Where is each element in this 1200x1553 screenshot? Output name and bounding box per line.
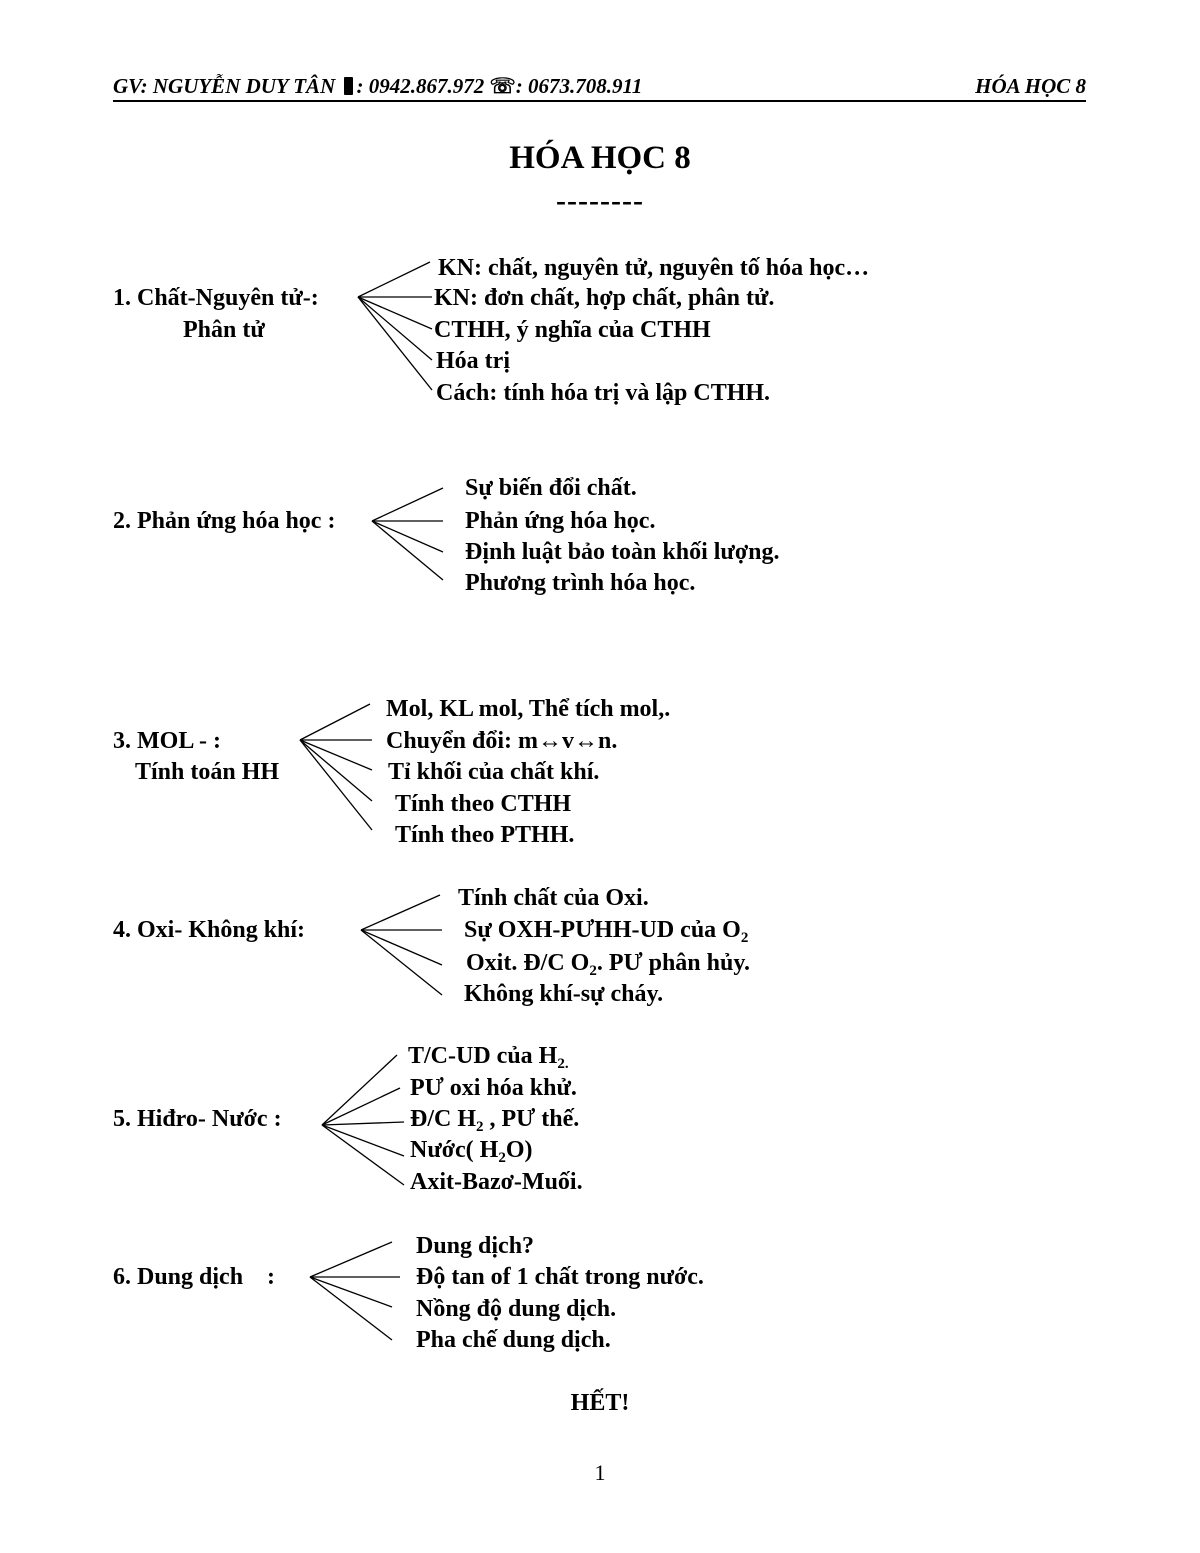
bracket-line	[358, 262, 430, 297]
phone-number: : 0673.708.911	[515, 74, 643, 98]
bracket-line	[300, 740, 372, 770]
topic-4-item: Oxit. Đ/C $O_2$. PƯ phân hủy.	[466, 950, 751, 979]
page-title: HÓA HỌC 8	[509, 140, 691, 176]
topic-5-line1: 5. Hiđro- Nước :	[113, 1106, 282, 1132]
bracket-line	[322, 1125, 404, 1185]
bracket-line	[300, 740, 372, 830]
topic-3-item: Mol, KL mol, Thể tích mol,.	[386, 696, 671, 722]
topic-2-item: Sự biến đổi chất.	[465, 475, 637, 501]
topic-1-line1: 1. Chất-Nguyên tử-:	[113, 285, 319, 311]
topic-6-item: Độ tan of 1 chất trong nước.	[416, 1264, 704, 1290]
topic-6-item: Dung dịch?	[416, 1233, 535, 1259]
bracket-line	[372, 488, 443, 521]
header-subject: HÓA HỌC 8	[975, 74, 1086, 98]
bracket-line	[310, 1277, 392, 1307]
topic-2-item: Phản ứng hóa học.	[465, 508, 656, 534]
bracket-line	[300, 704, 370, 740]
bracket-line	[322, 1055, 397, 1125]
telephone-icon: ☏	[489, 74, 516, 98]
topic-3-item: Tính theo PTHH.	[395, 822, 575, 848]
bracket-line	[372, 521, 443, 552]
topic-1-item: Hóa trị	[436, 348, 510, 374]
topic-4-line1: 4. Oxi- Không khí:	[113, 917, 306, 943]
topic-5-item: T/C-UD của $H_{2.}$	[408, 1043, 569, 1072]
topic-3-item: Tính theo CTHH	[395, 791, 572, 817]
topic-3-line1: 3. MOL - :	[113, 728, 221, 754]
topic-2-line1: 2. Phản ứng hóa học :	[113, 508, 336, 534]
page-number: 1	[594, 1460, 606, 1485]
topic-3-item: Chuyển đổi: m↔v↔n.	[386, 728, 618, 754]
topic-6-line1: 6. Dung dịch :	[113, 1264, 276, 1290]
bracket-line	[322, 1125, 404, 1156]
topic-3-item: Tỉ khối của chất khí.	[388, 759, 600, 785]
topic-3-line2: Tính toán HH	[135, 759, 280, 785]
bracket-line	[300, 740, 372, 801]
topic-5-item: Nước( $H_2O$)	[410, 1137, 533, 1166]
topic-2-item: Định luật bảo toàn khối lượng.	[465, 539, 780, 565]
bracket-line	[358, 297, 432, 390]
topic-6-item: Pha chế dung dịch.	[416, 1327, 611, 1353]
bracket-line	[358, 297, 432, 360]
bracket-line	[322, 1122, 404, 1125]
topic-2-item: Phương trình hóa học.	[465, 570, 696, 596]
bracket-line	[322, 1088, 400, 1125]
topic-1-line2: Phân tử	[183, 317, 265, 343]
bracket-line	[361, 930, 442, 995]
topic-1-item: Cách: tính hóa trị và lập CTHH.	[436, 380, 771, 406]
bracket-line	[361, 930, 442, 965]
topic-4-item: Không khí-sự cháy.	[464, 981, 664, 1007]
topic-6-item: Nồng độ dung dịch.	[416, 1296, 617, 1322]
topic-4-item: Tính chất của Oxi.	[458, 885, 649, 911]
bracket-line	[372, 521, 443, 580]
topic-1-item: KN: đơn chất, hợp chất, phân tử.	[434, 285, 775, 311]
bracket-line	[310, 1277, 392, 1340]
topic-1-item: KN: chất, nguyên tử, nguyên tố hóa học…	[438, 255, 870, 281]
topic-5-item: PƯ oxi hóa khử.	[410, 1075, 577, 1101]
topic-5-item: Đ/C $H_2$ , PƯ thế.	[410, 1106, 580, 1135]
teacher-name: GV: NGUYỄN DUY TÂN	[113, 74, 336, 98]
title-dashes: --------	[556, 184, 644, 217]
end-marker: HẾT!	[570, 1390, 630, 1416]
mobile-number: : 0942.867.972	[356, 74, 485, 98]
bracket-line	[310, 1242, 392, 1277]
topic-5-item: Axit-Bazơ-Muối.	[410, 1169, 583, 1195]
topic-1-item: CTHH, ý nghĩa của CTHH	[434, 317, 711, 343]
topic-4-item: Sự OXH-PƯHH-UD của $O_2$	[464, 917, 749, 946]
bracket-line	[361, 895, 440, 930]
bracket-line	[358, 297, 432, 329]
